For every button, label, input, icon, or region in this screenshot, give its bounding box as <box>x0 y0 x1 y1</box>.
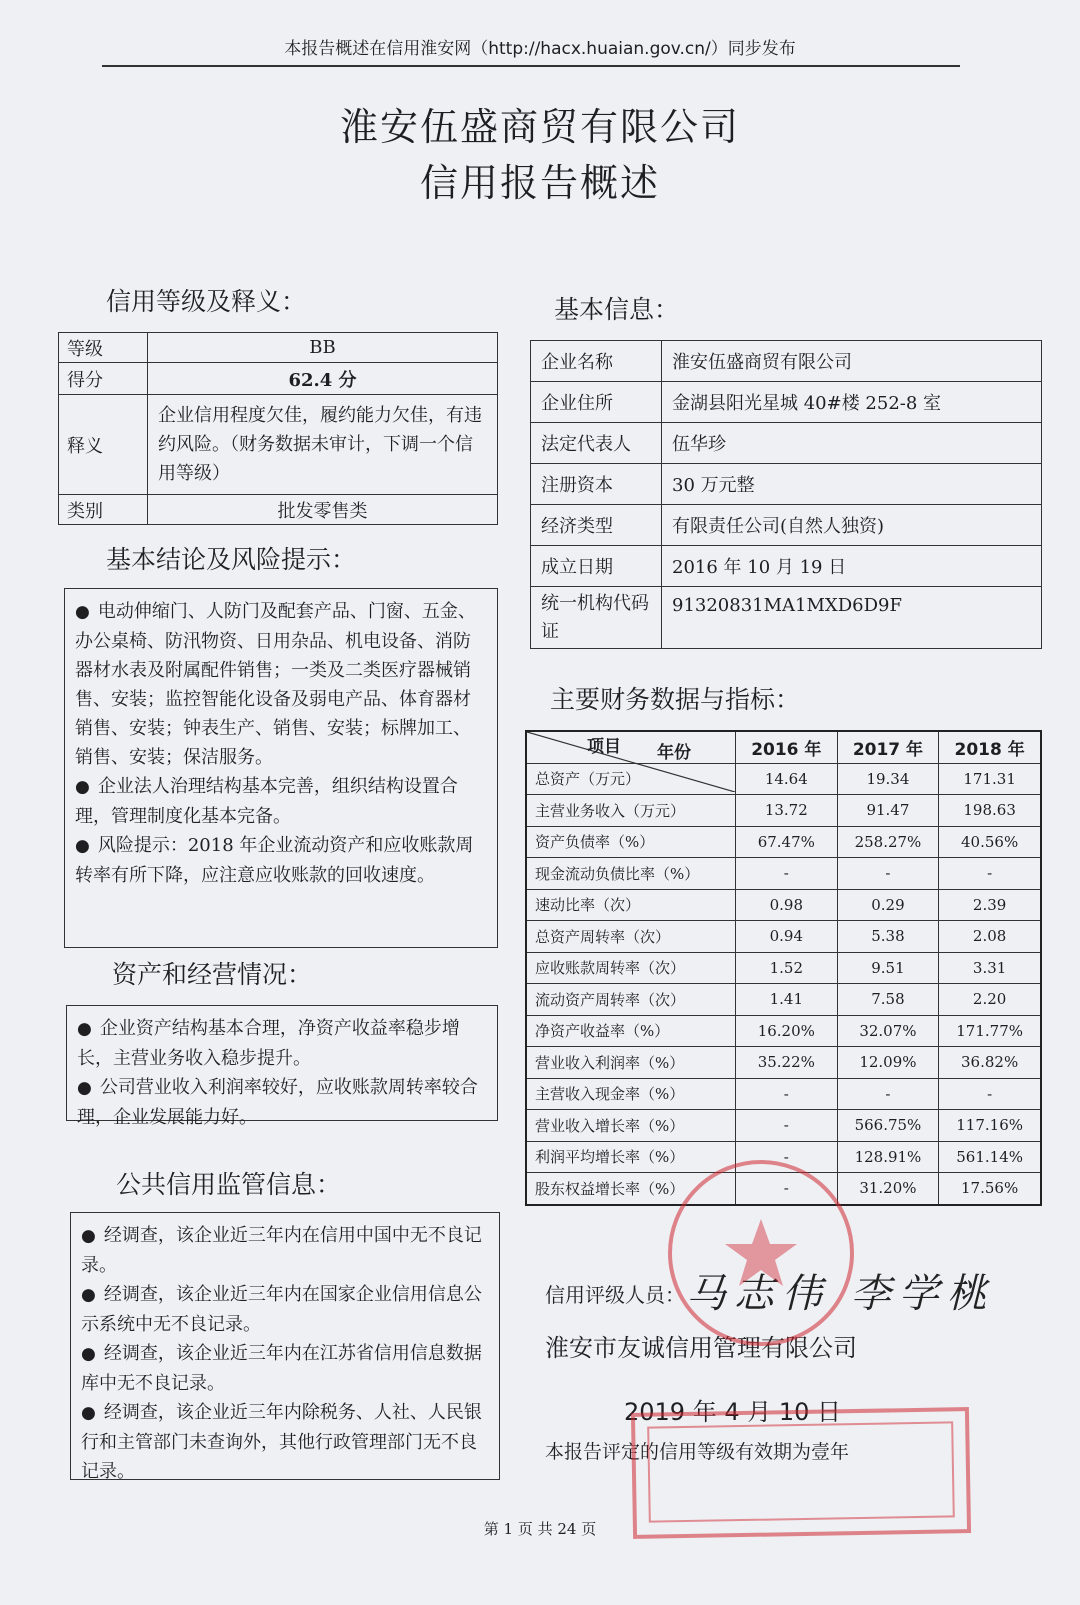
page-number: 第 1 页 共 24 页 <box>483 1520 597 1538</box>
bullet-dot-icon: ● <box>75 777 90 797</box>
info-label: 法定代表人 <box>531 423 662 464</box>
conclusion-bullet: ● 企业法人治理结构基本完善，组织结构设置合理，管理制度化基本完备。 <box>75 776 458 827</box>
financial-row <box>526 1110 1041 1142</box>
financial-item: 总资产（万元） <box>526 763 736 795</box>
financial-value: 1.52 <box>736 952 838 984</box>
financial-value: - <box>736 1078 838 1110</box>
financial-item: 资产负债率（%） <box>526 826 736 858</box>
financial-value: 17.56% <box>939 1173 1041 1205</box>
financial-value: 7.58 <box>837 984 939 1016</box>
bullet-dot-icon: ● <box>81 1285 96 1305</box>
financial-value: 0.98 <box>736 889 838 921</box>
financial-value: 0.94 <box>736 921 838 953</box>
corner-item-label: 项目 <box>587 736 621 757</box>
financial-value: 171.77% <box>939 1015 1041 1047</box>
bullet-dot-icon: ● <box>75 836 90 856</box>
info-label: 统一机构代码证 <box>531 587 662 649</box>
financial-value: - <box>736 1173 838 1205</box>
info-value: 91320831MA1MXD6D9F <box>662 587 1042 649</box>
info-value: 淮安伍盛商贸有限公司 <box>662 341 1042 382</box>
rating-company: 淮安市友诚信用管理有限公司 <box>545 1334 857 1362</box>
financial-row <box>526 921 1041 953</box>
assets-heading: 资产和经营情况： <box>112 960 313 989</box>
financial-item: 应收账款周转率（次） <box>526 952 736 984</box>
financial-item: 主营业务收入（万元） <box>526 795 736 827</box>
seal-star-icon <box>672 1164 850 1342</box>
info-row <box>531 505 1042 546</box>
company-title: 淮安伍盛商贸有限公司 <box>339 105 740 149</box>
financial-value: - <box>939 1078 1041 1110</box>
financial-table <box>525 730 1042 1206</box>
rating-value: 企业信用程度欠佳，履约能力欠佳，有违约风险。（财务数据未审计，下调一个信用等级） <box>148 395 498 495</box>
financial-value: 3.31 <box>939 952 1041 984</box>
financial-value: 91.47 <box>837 795 939 827</box>
financial-value: 1.41 <box>736 984 838 1016</box>
year-header: 2017 年 <box>837 731 939 763</box>
financial-value: - <box>939 858 1041 890</box>
bullet-dot-icon: ● <box>81 1344 96 1364</box>
rater-label: 信用评级人员： <box>545 1283 685 1307</box>
financial-value: 19.34 <box>837 763 939 795</box>
corner-year-label: 年份 <box>657 743 691 763</box>
financial-value: - <box>736 858 838 890</box>
info-row <box>531 382 1042 423</box>
credit-rating-heading: 信用等级及释义： <box>106 287 307 316</box>
financial-item: 现金流动负债比率（%） <box>526 858 736 890</box>
diagonal-line <box>527 732 735 792</box>
financial-row <box>526 795 1041 827</box>
financial-row <box>526 826 1041 858</box>
conclusion-box <box>64 588 498 948</box>
rating-row-grade <box>59 333 498 363</box>
conclusion-bullet: ● 风险提示：2018 年企业流动资产和应收账款周转率有所下降，应注意应收账款的回收速度。 <box>75 835 474 886</box>
financial-value: 14.64 <box>736 763 838 795</box>
financial-body <box>526 763 1041 1205</box>
rect-seal-inner <box>647 1421 955 1522</box>
financial-value: - <box>837 858 939 890</box>
financial-row <box>526 1047 1041 1079</box>
financial-value: 16.20% <box>736 1015 838 1047</box>
bullet-dot-icon: ● <box>77 1078 92 1098</box>
conclusion-heading: 基本结论及风险提示： <box>106 545 357 574</box>
financial-item: 流动资产周转率（次） <box>526 984 736 1016</box>
bullet-dot-icon: ● <box>81 1226 96 1246</box>
financial-row <box>526 1015 1041 1047</box>
financial-value: 12.09% <box>837 1047 939 1079</box>
financial-value: 67.47% <box>736 826 838 858</box>
financial-value: 171.31 <box>939 763 1041 795</box>
info-value: 金湖县阳光星城 40#楼 252-8 室 <box>662 382 1042 423</box>
info-value: 2016 年 10 月 19 日 <box>662 546 1042 587</box>
financial-value: 36.82% <box>939 1047 1041 1079</box>
info-row <box>531 587 1042 649</box>
rating-value: 批发零售类 <box>148 495 498 525</box>
financial-row <box>526 952 1041 984</box>
rating-row-meaning <box>59 395 498 495</box>
financial-value: 13.72 <box>736 795 838 827</box>
financial-value: 198.63 <box>939 795 1041 827</box>
assets-bullet: ● 企业资产结构基本合理，净资产收益率稳步增长，主营业务收入稳步提升。 <box>77 1018 460 1069</box>
financial-item: 股东权益增长率（%） <box>526 1173 736 1205</box>
public-credit-bullet: ● 经调查，该企业近三年内除税务、人社、人民银行和主管部门未查询外，其他行政管理部门无不良记录。 <box>81 1402 482 1482</box>
financial-value: 0.29 <box>837 889 939 921</box>
rating-label: 得分 <box>59 363 148 395</box>
info-value: 伍华珍 <box>662 423 1042 464</box>
public-credit-bullet: ● 经调查，该企业近三年内在国家企业信用信息公示系统中无不良记录。 <box>81 1284 482 1335</box>
financial-row <box>526 984 1041 1016</box>
public-credit-box <box>70 1212 500 1480</box>
rater-signatures: 马志伟 李学桃 <box>686 1271 995 1317</box>
financial-value: 561.14% <box>939 1141 1041 1173</box>
report-title: 信用报告概述 <box>419 161 660 205</box>
rating-value: BB <box>148 333 498 363</box>
basic-info-heading: 基本信息： <box>554 295 680 324</box>
public-credit-bullet: ● 经调查，该企业近三年内在信用中国中无不良记录。 <box>81 1225 482 1276</box>
financial-value: 2.08 <box>939 921 1041 953</box>
financial-value: - <box>837 1078 939 1110</box>
financial-value: 32.07% <box>837 1015 939 1047</box>
credit-rating-table <box>58 332 498 525</box>
financial-value: 31.20% <box>837 1173 939 1205</box>
financial-value: 9.51 <box>837 952 939 984</box>
info-label: 成立日期 <box>531 546 662 587</box>
bullet-dot-icon: ● <box>77 1019 92 1039</box>
report-date: 2019 年 4 月 10 日 <box>624 1398 842 1426</box>
conclusion-bullet: ● 电动伸缩门、人防门及配套产品、门窗、五金、办公桌椅、防汛物资、日用杂品、机电设备、消防器材水表及附属配件销售；一类及二类医疗器械销售、安装；监控智能化设备及弱电产品、体育器材销售、安装；钟表生产、销售、安装；标牌加工、销售、安装；保洁服务。 <box>75 601 476 768</box>
rating-label: 类别 <box>59 495 148 525</box>
financial-value: 35.22% <box>736 1047 838 1079</box>
assets-bullet: ● 公司营业收入利润率较好，应收账款周转率较合理，企业发展能力好。 <box>77 1077 478 1128</box>
rating-label: 等级 <box>59 333 148 363</box>
financial-item: 总资产周转率（次） <box>526 921 736 953</box>
financial-value: 40.56% <box>939 826 1041 858</box>
year-header: 2016 年 <box>736 731 838 763</box>
info-value: 有限责任公司(自然人独资) <box>662 505 1042 546</box>
financial-value: - <box>736 1141 838 1173</box>
rating-row-score <box>59 363 498 395</box>
header-corner <box>526 731 736 763</box>
financial-value: 2.39 <box>939 889 1041 921</box>
financial-value: 566.75% <box>837 1110 939 1142</box>
financial-item: 主营收入现金率（%） <box>526 1078 736 1110</box>
rating-row-category <box>59 495 498 525</box>
financial-item: 净资产收益率（%） <box>526 1015 736 1047</box>
info-row <box>531 464 1042 505</box>
assets-box <box>66 1005 498 1128</box>
info-label: 企业名称 <box>531 341 662 382</box>
financial-value: - <box>736 1110 838 1142</box>
info-row <box>531 341 1042 382</box>
financial-item: 营业收入增长率（%） <box>526 1110 736 1142</box>
year-header: 2018 年 <box>939 731 1041 763</box>
financial-heading: 主要财务数据与指标： <box>550 685 801 714</box>
info-row <box>531 423 1042 464</box>
info-row <box>531 546 1042 587</box>
basic-info-table <box>530 340 1042 649</box>
financial-item: 营业收入利润率（%） <box>526 1047 736 1079</box>
financial-value: 258.27% <box>837 826 939 858</box>
bullet-dot-icon: ● <box>75 602 90 622</box>
financial-item: 速动比率（次） <box>526 889 736 921</box>
financial-item: 利润平均增长率（%） <box>526 1141 736 1173</box>
info-value: 30 万元整 <box>662 464 1042 505</box>
info-label: 经济类型 <box>531 505 662 546</box>
report-header: 本报告概述在信用淮安网（http://hacx.huaian.gov.cn/）同步发布 <box>284 39 796 59</box>
financial-row <box>526 858 1041 890</box>
rect-seal-icon <box>631 1407 971 1539</box>
round-seal-icon <box>668 1160 854 1346</box>
info-label: 注册资本 <box>531 464 662 505</box>
public-credit-bullet: ● 经调查，该企业近三年内在江苏省信用信息数据库中无不良记录。 <box>81 1343 482 1394</box>
public-credit-heading: 公共信用监管信息： <box>116 1170 342 1199</box>
header-divider <box>102 65 960 67</box>
financial-row <box>526 1078 1041 1110</box>
rating-label: 释义 <box>59 395 148 495</box>
financial-header-row <box>526 731 1041 763</box>
financial-value: 2.20 <box>939 984 1041 1016</box>
financial-value: 117.16% <box>939 1110 1041 1142</box>
financial-value: 128.91% <box>837 1141 939 1173</box>
bullet-dot-icon: ● <box>81 1403 96 1423</box>
rating-value: 62.4 分 <box>148 363 498 395</box>
financial-value: 5.38 <box>837 921 939 953</box>
financial-row <box>526 889 1041 921</box>
validity-note: 本报告评定的信用等级有效期为壹年 <box>545 1441 850 1463</box>
info-label: 企业住所 <box>531 382 662 423</box>
